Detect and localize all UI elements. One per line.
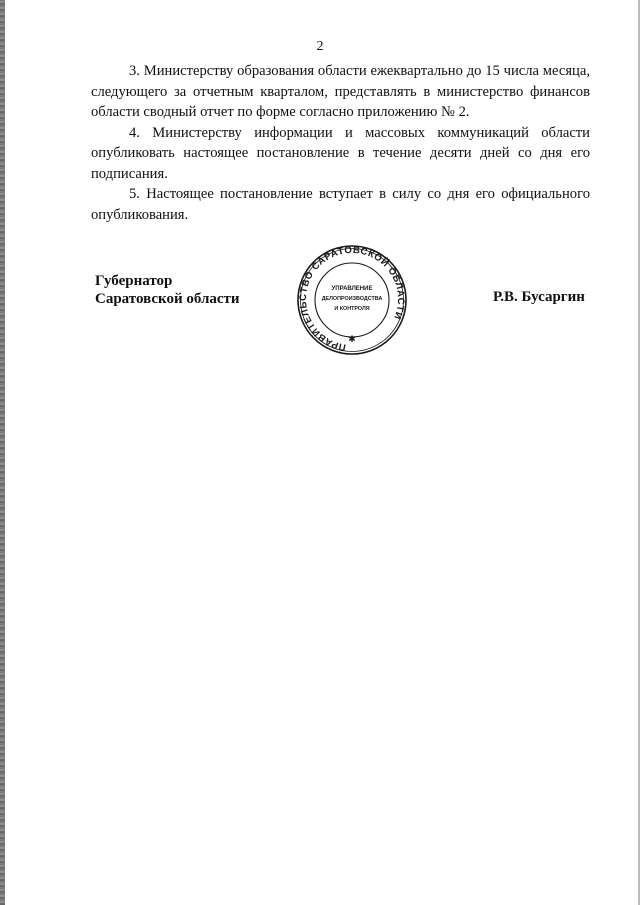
seal-inner-line3: И КОНТРОЛЯ <box>334 306 370 312</box>
paragraph-3: 3. Министерству образования области ежеквартально до 15 числа месяца, следующего за отчетным кварталом, представлять в министерство финансов области сводный отчет по форме согласно приложению № 2. <box>91 63 590 120</box>
signatory-title <box>95 272 240 308</box>
paragraph-4: 4. Министерству информации и массовых коммуникаций области опубликовать настоящее постановление в течение десяти дней со дня его подписания. <box>91 124 590 182</box>
seal-outer-text: ПРАВИТЕЛЬСТВО САРАТОВСКОЙ ОБЛАСТИ <box>297 244 407 353</box>
paragraph-5: 5. Настоящее постановление вступает в силу со дня его официального опубликования. <box>91 186 590 223</box>
scan-edge-left <box>0 0 5 905</box>
seal-inner-line1: УПРАВЛЕНИЕ <box>331 286 373 292</box>
signatory-name: Р.В. Бусаргин <box>493 289 585 305</box>
seal-inner-line2: ДЕЛОПРОИЗВОДСТВА <box>321 296 383 302</box>
page-number: 2 <box>316 39 324 54</box>
seal-star-icon: ✱ <box>348 335 356 345</box>
document-body <box>91 61 590 225</box>
signatory-title-line1: Губернатор <box>95 273 173 289</box>
signatory-title-line2: Саратовской области <box>95 291 240 307</box>
official-seal <box>292 244 412 356</box>
